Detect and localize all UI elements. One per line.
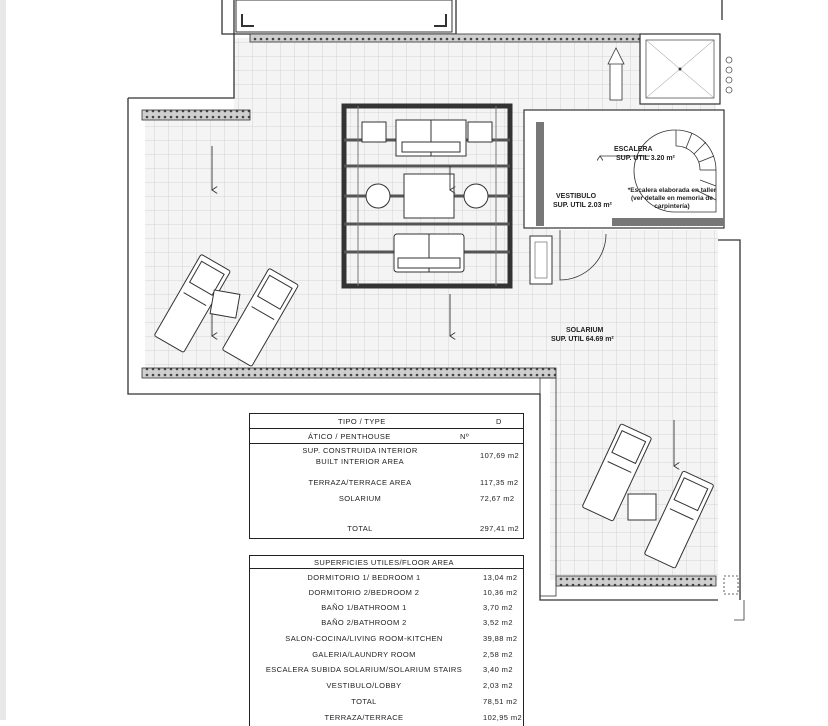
vestibulo-label: VESTIBULO — [556, 193, 597, 200]
table-row: BAÑO 1/BATHROOM 1 3,70 m2 — [321, 603, 513, 612]
table-row: SUP. CONSTRUIDA INTERIOR — [302, 446, 418, 455]
table-row: SALON-COCINA/LIVING ROOM-KITCHEN 39,88 m2 — [285, 634, 518, 643]
table-row: TERRAZA/TERRACE 102,95 m2 — [324, 713, 523, 722]
solarium-label: SOLARIUM — [566, 327, 604, 334]
top-wall-block — [236, 0, 452, 32]
table-row: ESCALERA SUBIDA SOLARIUM/SOLARIUM STAIRS 3,40 m2 — [265, 665, 513, 674]
type-table-header — [250, 414, 523, 429]
table-total-row: TOTAL 297,41 m2 — [347, 524, 520, 533]
skylight-box — [640, 34, 732, 104]
table-row: VESTIBULO/LOBBY 2,03 m2 — [326, 681, 513, 690]
table-row: BUILT INTERIOR AREA 107,69 m2 — [315, 451, 520, 466]
floor-area-table — [249, 555, 524, 726]
type-header-label: TIPO / TYPE — [338, 417, 386, 426]
area-table-header: SUPERFICIES UTILES/FLOOR AREA — [250, 556, 523, 569]
type-table-subheader — [250, 429, 523, 444]
penthouse-label: ÁTICO / PENTHOUSE — [308, 432, 391, 441]
type-header-value: D — [496, 417, 502, 426]
table-row: DORMITORIO 2/BEDROOM 2 10,36 m2 — [308, 588, 518, 597]
number-label: Nº — [460, 432, 469, 441]
table-row: TOTAL 78,51 m2 — [351, 697, 518, 706]
vestibulo-area: SUP. UTIL 2.03 m² — [553, 202, 612, 209]
type-table — [249, 413, 524, 539]
table-row: BAÑO 2/BATHROOM 2 3,52 m2 — [321, 618, 513, 627]
escalera-label: ESCALERA — [614, 146, 653, 153]
column — [724, 576, 738, 594]
table-row: TERRAZA/TERRACE AREA 117,35 m2 — [308, 478, 519, 487]
table-row: DORMITORIO 1/ BEDROOM 1 13,04 m2 — [307, 573, 518, 582]
table-row: SOLARIUM 72,67 m2 — [338, 494, 515, 503]
stair-note: *Escalera elaborada en taller (ver detalle en memoria de carpintería) — [627, 187, 717, 210]
escalera-area: SUP. UTIL 3.20 m² — [616, 155, 675, 162]
solarium-area: SUP. UTIL 64.69 m² — [551, 336, 614, 343]
table-row: GALERIA/LAUNDRY ROOM 2,58 m2 — [312, 650, 513, 659]
